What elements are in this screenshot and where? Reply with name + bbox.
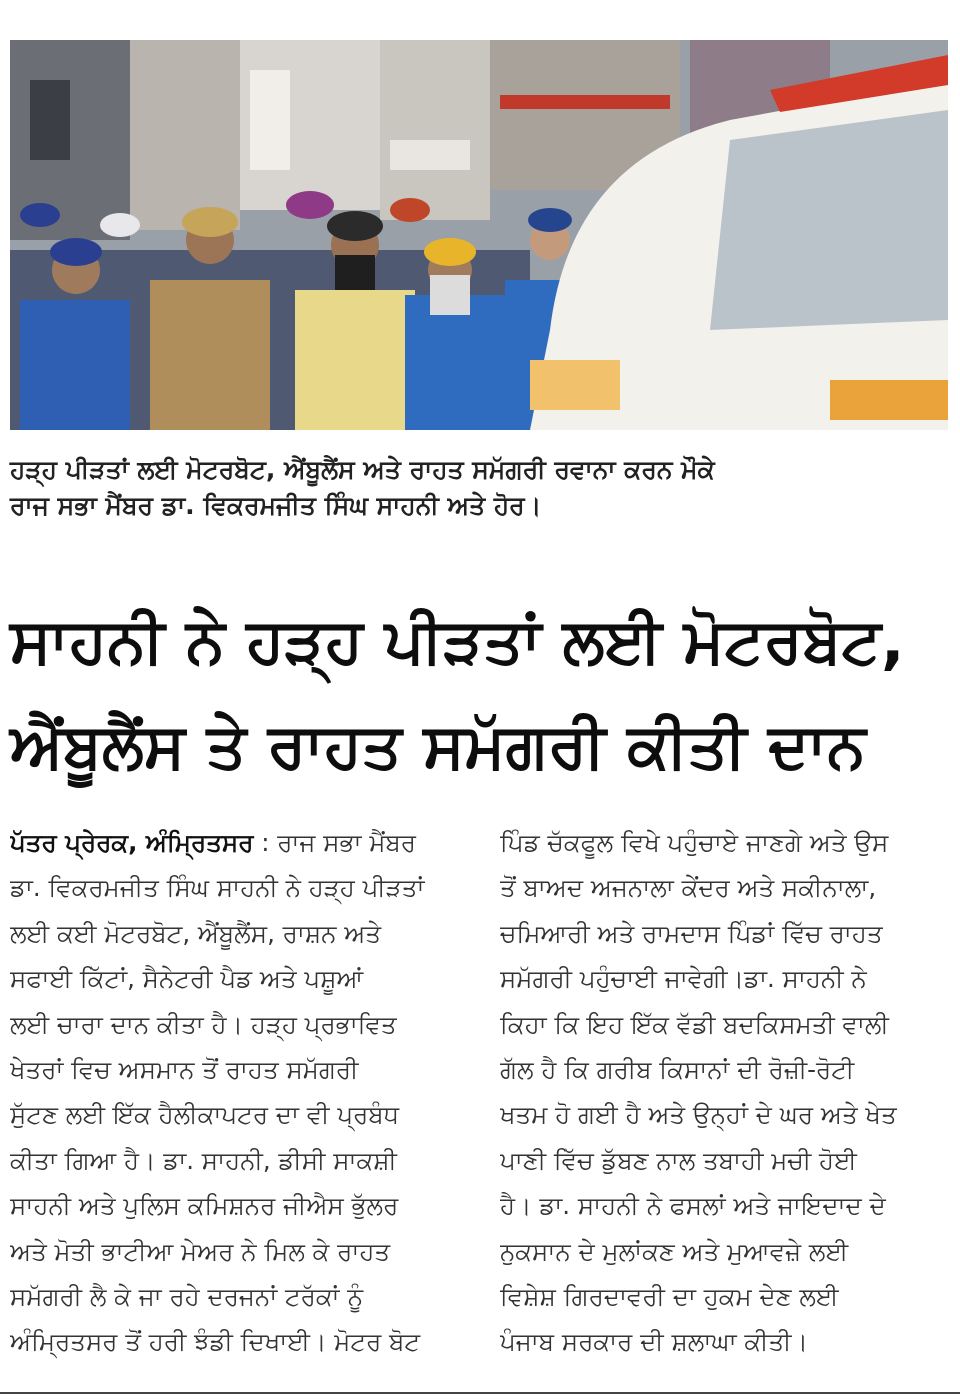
article-line: ਖਤਮ ਹੋ ਗਈ ਹੈ ਅਤੇ ਉਨ੍ਹਾਂ ਦੇ ਘਰ ਅਤੇ ਖੇਤ	[500, 1100, 897, 1130]
bottom-divider	[0, 1392, 960, 1394]
article-line: ਲਈ ਕਈ ਮੋਟਰਬੋਟ, ਐਂਬੂਲੈਂਸ, ਰਾਸ਼ਨ ਅਤੇ	[10, 918, 382, 948]
article-line: ਸੁੱਟਣ ਲਈ ਇੱਕ ਹੈਲੀਕਾਪਟਰ ਦਾ ਵੀ ਪ੍ਰਬੰਧ	[10, 1100, 400, 1130]
article-line: ਹੈ। ਡਾ. ਸਾਹਨੀ ਨੇ ਫਸਲਾਂ ਅਤੇ ਜਾਇਦਾਦ ਦੇ	[500, 1191, 886, 1221]
news-photo-illustration	[10, 40, 948, 430]
news-photo	[10, 40, 948, 430]
article-line: ਕੀਤਾ ਗਿਆ ਹੈ। ਡਾ. ਸਾਹਨੀ, ਡੀਸੀ ਸਾਕਸ਼ੀ	[10, 1145, 397, 1175]
article-line-text: : ਰਾਜ ਸਭਾ ਮੈਂਬਰ	[261, 828, 416, 857]
article-line: ਪੰਜਾਬ ਸਰਕਾਰ ਦੀ ਸ਼ਲਾਘਾ ਕੀਤੀ।	[500, 1327, 809, 1357]
article-line: ਗੱਲ ਹੈ ਕਿ ਗਰੀਬ ਕਿਸਾਨਾਂ ਦੀ ਰੋਜ਼ੀ-ਰੋਟੀ	[500, 1055, 855, 1085]
article-line: ਸਮੱਗਰੀ ਲੈ ਕੇ ਜਾ ਰਹੇ ਦਰਜਨਾਂ ਟਰੱਕਾਂ ਨੂੰ	[10, 1282, 364, 1312]
article-line: ਤੋਂ ਬਾਅਦ ਅਜਨਾਲਾ ਕੇਂਦਰ ਅਤੇ ਸਕੀਨਾਲਾ,	[500, 873, 877, 903]
photo-caption	[10, 452, 950, 524]
headline-line-2: ਐਂਬੂਲੈਂਸ ਤੇ ਰਾਹਤ ਸਮੱਗਰੀ ਕੀਤੀ ਦਾਨ	[10, 709, 866, 782]
caption-line-2: ਰਾਜ ਸਭਾ ਮੈਂਬਰ ਡਾ. ਵਿਕਰਮਜੀਤ ਸਿੰਘ ਸਾਹਨੀ ਅਤੇ ਹੋਰ।	[10, 491, 542, 520]
article-line: ਖੇਤਰਾਂ ਵਿਚ ਅਸਮਾਨ ਤੋਂ ਰਾਹਤ ਸਮੱਗਰੀ	[10, 1055, 359, 1085]
article-column-right	[500, 820, 948, 1365]
article-line: ਲਈ ਚਾਰਾ ਦਾਨ ਕੀਤਾ ਹੈ। ਹੜ੍ਹ ਪ੍ਰਭਾਵਿਤ	[10, 1009, 397, 1039]
headline	[10, 588, 950, 798]
article-line: ਪਿੰਡ ਚੱਕਫੂਲ ਵਿਖੇ ਪਹੁੰਚਾਏ ਜਾਣਗੇ ਅਤੇ ਉਸ	[500, 828, 889, 857]
article-column-left	[10, 820, 460, 1365]
article-line: ਵਿਸ਼ੇਸ਼ ਗਿਰਦਾਵਰੀ ਦਾ ਹੁਕਮ ਦੇਣ ਲਈ	[500, 1282, 839, 1312]
article-line: ਸਾਹਨੀ ਅਤੇ ਪੁਲਿਸ ਕਮਿਸ਼ਨਰ ਜੀਐਸ ਭੁੱਲਰ	[10, 1191, 399, 1221]
article-line: ਚਮਿਆਰੀ ਅਤੇ ਰਾਮਦਾਸ ਪਿੰਡਾਂ ਵਿੱਚ ਰਾਹਤ	[500, 918, 883, 948]
article-line: ਸਫਾਈ ਕਿੱਟਾਂ, ਸੈਨੇਟਰੀ ਪੈਡ ਅਤੇ ਪਸ਼ੂਆਂ	[10, 964, 364, 994]
article-line: ਸਮੱਗਰੀ ਪਹੁੰਚਾਈ ਜਾਵੇਗੀ।ਡਾ. ਸਾਹਨੀ ਨੇ	[500, 964, 867, 994]
dateline: ਪੱਤਰ ਪ੍ਰੇਰਕ, ਅੰਮ੍ਰਿਤਸਰ	[10, 828, 254, 857]
article-line	[10, 820, 460, 865]
article-line: ਕਿਹਾ ਕਿ ਇਹ ਇੱਕ ਵੱਡੀ ਬਦਕਿਸਮਤੀ ਵਾਲੀ	[500, 1009, 889, 1039]
caption-line-1: ਹੜ੍ਹ ਪੀੜਤਾਂ ਲਈ ਮੋਟਰਬੋਟ, ਐਂਬੂਲੈਂਸ ਅਤੇ ਰਾਹਤ ਸਮੱਗਰੀ ਰਵਾਨਾ ਕਰਨ ਮੌਕੇ	[10, 455, 715, 484]
article-line: ਅੰਮ੍ਰਿਤਸਰ ਤੋਂ ਹਰੀ ਝੰਡੀ ਦਿਖਾਈ। ਮੋਟਰ ਬੋਟ	[10, 1327, 421, 1357]
article-line: ਨੁਕਸਾਨ ਦੇ ਮੁਲਾਂਕਣ ਅਤੇ ਮੁਆਵਜ਼ੇ ਲਈ	[500, 1236, 849, 1266]
headline-line-1: ਸਾਹਨੀ ਨੇ ਹੜ੍ਹ ਪੀੜਤਾਂ ਲਈ ਮੋਟਰਬੋਟ,	[10, 604, 905, 677]
article-line: ਡਾ. ਵਿਕਰਮਜੀਤ ਸਿੰਘ ਸਾਹਨੀ ਨੇ ਹੜ੍ਹ ਪੀੜਤਾਂ	[10, 873, 425, 903]
article-line: ਅਤੇ ਮੋਤੀ ਭਾਟੀਆ ਮੇਅਰ ਨੇ ਮਿਲ ਕੇ ਰਾਹਤ	[10, 1236, 391, 1266]
article-line: ਪਾਣੀ ਵਿੱਚ ਡੁੱਬਣ ਨਾਲ ਤਬਾਹੀ ਮਚੀ ਹੋਈ	[500, 1145, 857, 1175]
